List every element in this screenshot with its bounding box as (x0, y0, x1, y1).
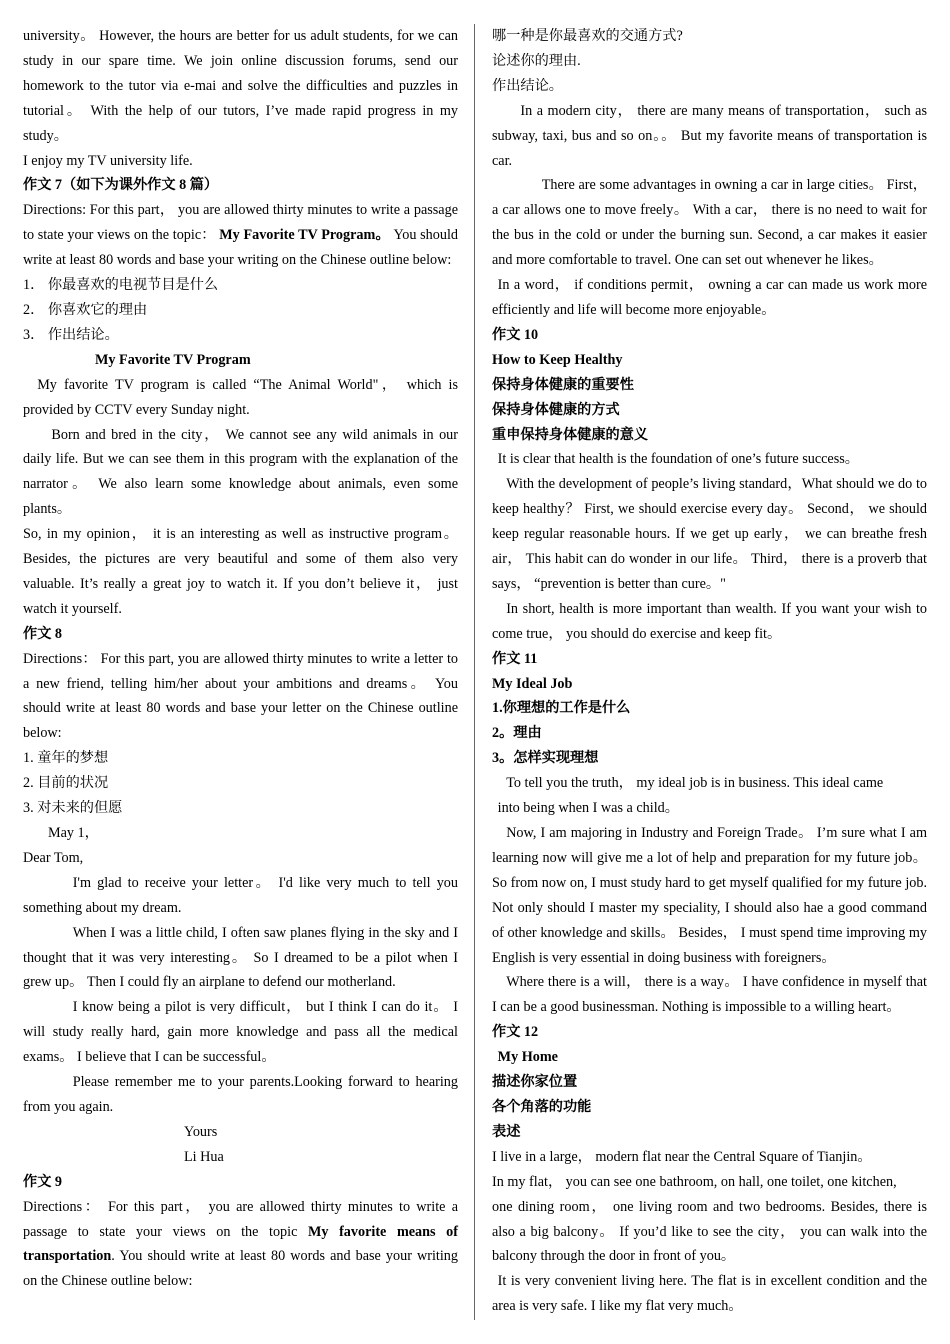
essay6-closing-line: I enjoy my TV university life. (23, 152, 193, 169)
letter-signature: Li Hua (184, 1148, 224, 1165)
essay12-outline-1: 描述你家位置 (492, 1074, 578, 1091)
essay7-directions: Directions: For this part， you are allowed thirty minutes to write a passage to state your views on the topic： My Favorite TV Program。 You should write at least 80 words and base your writing on the Chinese outline below: (23, 202, 459, 269)
essay11-outline-1: 1.你理想的工作是什么 (492, 700, 631, 717)
left-column (23, 24, 458, 1294)
letter-paragraph: I'm glad to receive your letter。 I'd like very much to tell you something about my dream. (23, 874, 458, 916)
essay9-paragraph: There are some advantages in owning a car in large cities。 First，a car allows one to move freely。 With a car， there is no need to wait for the bus in the cold or under the burning sun. Second, a car makes it easier and more comfortable to travel. One can set out whenever he likes。 (492, 177, 927, 269)
essay8-directions: Directions： For this part, you are allowed thirty minutes to write a letter to a new friend, telling him/her about your ambitions and dreams。 You should write at least 80 words and base your letter on the Chinese outline below: (23, 650, 458, 742)
essay12-title: My Home (497, 1049, 558, 1066)
essay10-title: How to Keep Healthy (492, 351, 623, 368)
essay9-paragraph: In a modern city， there are many means of transportation， such as subway, taxi, bus and so on。。 But my favorite means of transportation is car. (492, 102, 927, 169)
essay11-paragraph: Now, I am majoring in Industry and Foreign Trade。 I’m sure what I am learning now will give me a lot of help and preparation for my future job。 So from now on, I must study hard to get myself qualified for my future job. Not only should I master my speciality, I should also hae a good command of other knowledge and skills。 Besides， I must spend time improving my English is very essential in doing business with foreigners。 (492, 825, 927, 966)
essay11-outline-2: 2。理由 (492, 725, 542, 742)
essay12-paragraph: one dining room， one living room and two bedrooms. Besides, there is also a big balcony。 If you’d like to see the city， you can walk into the balcony through the door in front of you。 (492, 1198, 927, 1265)
letter-paragraph: When I was a little child, I often saw planes flying in the sky and I thought that it was very interesting。 So I dreamed to be a pilot when I grew up。 Then I could fly an airplane to defend our motherland. (23, 924, 458, 991)
essay9-outline-2: 论述你的理由. (492, 52, 581, 69)
essay10-paragraph: In short, health is more important than wealth. If you want your wish to come true， you should do exercise and keep fit。 (492, 600, 927, 642)
letter-paragraph: Please remember me to your parents.Looking forward to hearing from you again. (23, 1074, 458, 1115)
essay12-paragraph: I live in a large， modern flat near the Central Square of Tianjin。 (492, 1148, 872, 1165)
essay12-heading: 作文 12 (492, 1024, 539, 1041)
letter-closing: Yours (184, 1123, 218, 1140)
essay8-outline-3: 3. 对未来的但愿 (23, 800, 123, 817)
essay11-paragraph: into being when I was a child。 (497, 800, 679, 817)
essay7-outline-2: 2． 你喜欢它的理由 (23, 301, 148, 318)
essay7-paragraph: My favorite TV program is called “The Animal World"， which is provided by CCTV every Sunday night. (23, 376, 458, 418)
essay6-ending-paragraph: university。 However, the hours are better for us adult students, for we can study in our spare time. We join online discussion forums, send our homework to the tutor via e-mai and solve the difficulties and puzzles in tutorial。 With the help of our tutors, I’ve made rapid progress in my study。 (23, 28, 458, 144)
essay9-paragraph: In a word， if conditions permit， owning a car can made us work more efficiently and life will become more enjoyable。 (492, 277, 927, 318)
essay7-outline-1: 1． 你最喜欢的电视节目是什么 (23, 277, 219, 294)
essay10-paragraph: It is clear that health is the foundation of one’s future success。 (497, 451, 859, 468)
essay7-heading: 作文 7（如下为课外作文 8 篇） (23, 177, 219, 194)
essay8-heading: 作文 8 (23, 625, 63, 642)
essay7-outline-3: 3． 作出结论。 (23, 326, 119, 343)
essay7-paragraph: Born and bred in the city， We cannot see any wild animals in our daily life. But we can see them in this program with the explanation of the narrator。 We also learn some knowledge about animals, even some plants。 (23, 426, 458, 518)
essay12-paragraph: It is very convenient living here. The flat is in excellent condition and the area is very safe. I like my flat very much。 (492, 1273, 927, 1315)
essay9-outline-3: 作出结论。 (492, 77, 563, 94)
essay8-outline-1: 1. 童年的梦想 (23, 750, 109, 767)
essay10-paragraph: With the development of people’s living standard，What should we do to keep healthy？ First, we should exercise every day。 Second， we should keep regular reasonable hours. If we get up early， we can breathe fresh air， This habit can do wonder in our life。 Third， there is a proverb that says， “prevention is better than cure。" (492, 476, 927, 592)
essay10-outline-3: 重申保持身体健康的意义 (492, 426, 649, 443)
essay11-title: My Ideal Job (492, 675, 573, 692)
essay7-title: My Favorite TV Program (95, 351, 251, 368)
essay11-paragraph: To tell you the truth， my ideal job is in business. This ideal came (506, 775, 884, 792)
right-column (492, 24, 927, 1319)
essay8-outline-2: 2. 目前的状况 (23, 775, 109, 792)
essay10-outline-1: 保持身体健康的重要性 (492, 376, 634, 393)
essay7-paragraph: So, in my opinion， it is an interesting as well as instructive program。 Besides, the pictures are very beautiful and some of them also very valuable. It’s really a great joy to watch it. If you don’t believe it， just watch it yourself. (23, 526, 458, 617)
essay10-outline-2: 保持身体健康的方式 (492, 401, 620, 418)
essay11-paragraph: Where there is a will， there is a way。 I have confidence in myself that I can be a good businessman. Nothing is impossible to a willing heart。 (492, 974, 927, 1016)
column-divider (474, 24, 475, 1320)
essay9-outline-1: 哪一种是你最喜欢的交通方式? (492, 28, 683, 44)
letter-greeting: Dear Tom, (23, 849, 84, 866)
letter-date: May 1， (48, 825, 99, 841)
essay10-heading: 作文 10 (492, 326, 539, 343)
essay11-heading: 作文 11 (492, 650, 538, 667)
essay12-outline-3: 表述 (492, 1123, 521, 1140)
essay9-heading: 作文 9 (23, 1173, 63, 1190)
letter-paragraph: I know being a pilot is very difficult， but I think I can do it。 I will study really hard, gain more knowledge and pass all the medical exams。 I believe that I can be successful。 (23, 999, 458, 1066)
essay9-topic: My favorite means of transportation (23, 1223, 458, 1265)
essay7-topic: My Favorite TV Program。 (219, 227, 390, 244)
essay12-outline-2: 各个角落的功能 (492, 1098, 592, 1115)
essay11-outline-3: 3。怎样实现理想 (492, 750, 599, 767)
essay12-paragraph: In my flat， you can see one bathroom, on hall, one toilet, one kitchen, (492, 1173, 897, 1190)
essay9-directions: Directions： For this part， you are allowed thirty minutes to write a passage to state your views on the topic My favorite means of transportation. You should write at least 80 words and base your writing on the Chinese outline below: (23, 1198, 458, 1290)
